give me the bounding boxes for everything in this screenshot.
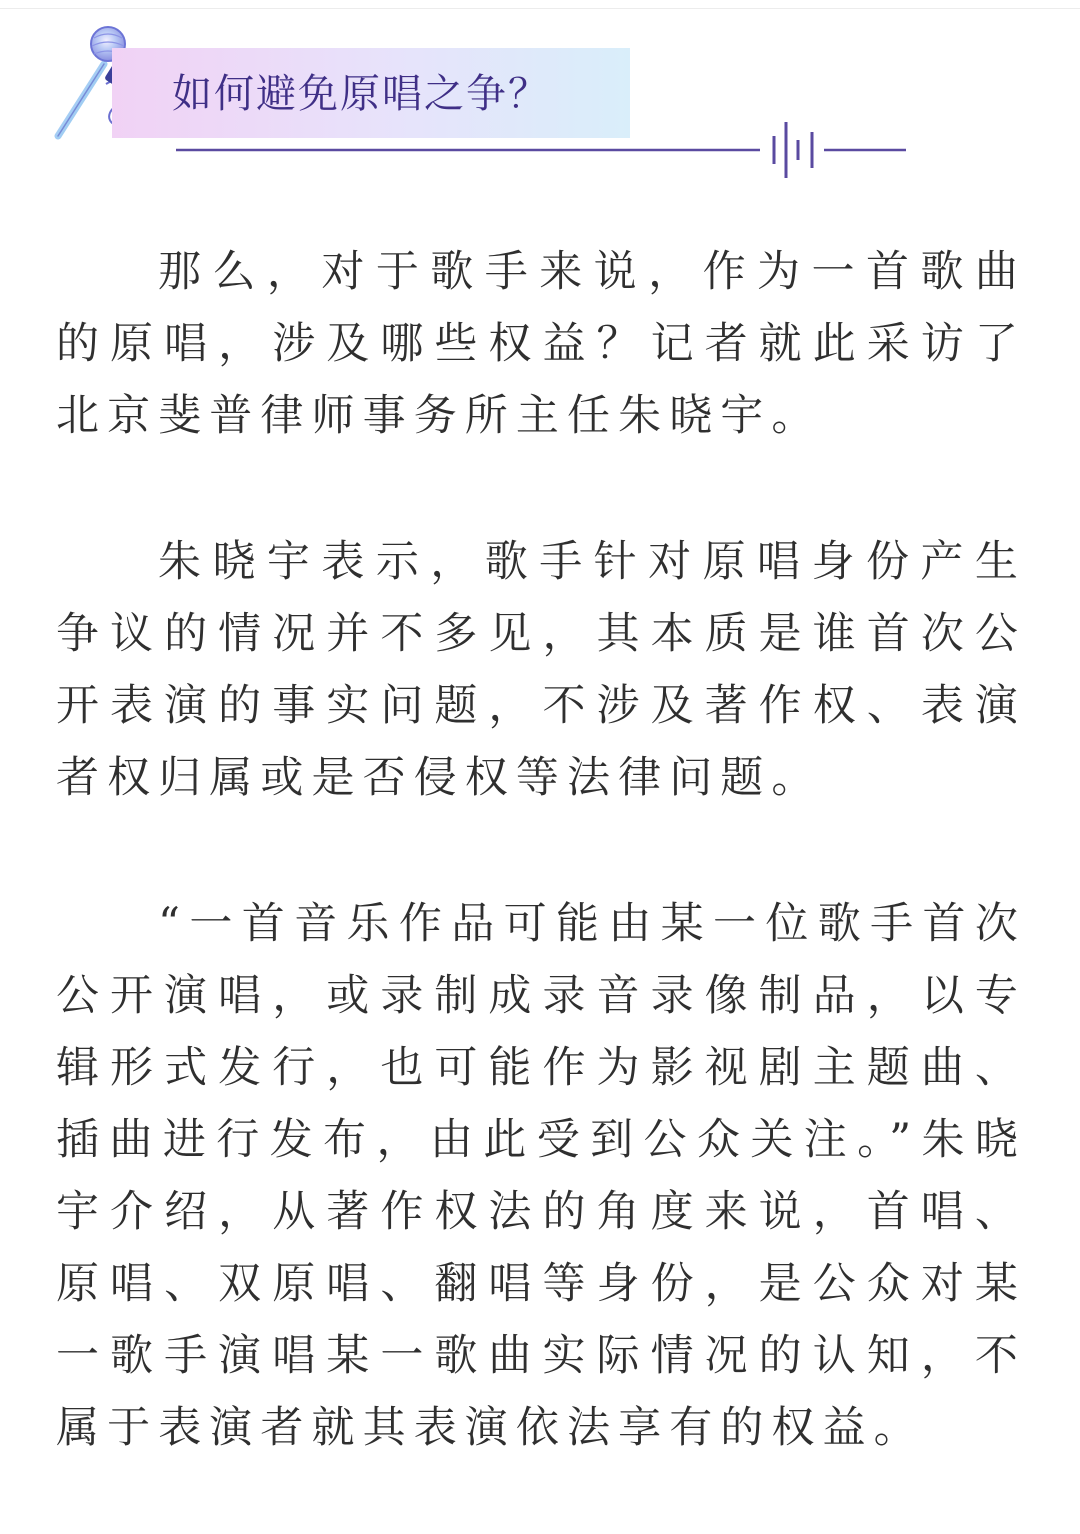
paragraph: 朱晓宇表示，歌手针对原唱身份产生争议的情况并不多见，其本质是谁首次公开表演的事实问题，不涉及著作权、表演者权归属或是否侵权等法律问题。 xyxy=(56,537,1026,803)
article-body xyxy=(56,236,1026,1464)
section-title: 如何避免原唱之争？ xyxy=(172,71,550,117)
paragraph: 那么，对于歌手来说，作为一首歌曲的原唱，涉及哪些权益？记者就此采访了北京斐普律师事务所主任朱晓宇。 xyxy=(56,247,1026,441)
paragraph: “一首音乐作品可能由某一位歌手首次公开演唱，或录制成录音录像制品，以专辑形式发行，也可能作为影视剧主题曲、插曲进行发布，由此受到公众关注。”朱晓宇介绍，从著作权法的角度来说，首唱、原唱、双原唱、翻唱等身份，是公众对某一歌手演唱某一歌曲实际情况的认知，不属于表演者就其表演依法享有的权益。 xyxy=(56,899,1026,1453)
section-header xyxy=(0,0,1080,200)
sound-wave-icon xyxy=(176,118,906,182)
